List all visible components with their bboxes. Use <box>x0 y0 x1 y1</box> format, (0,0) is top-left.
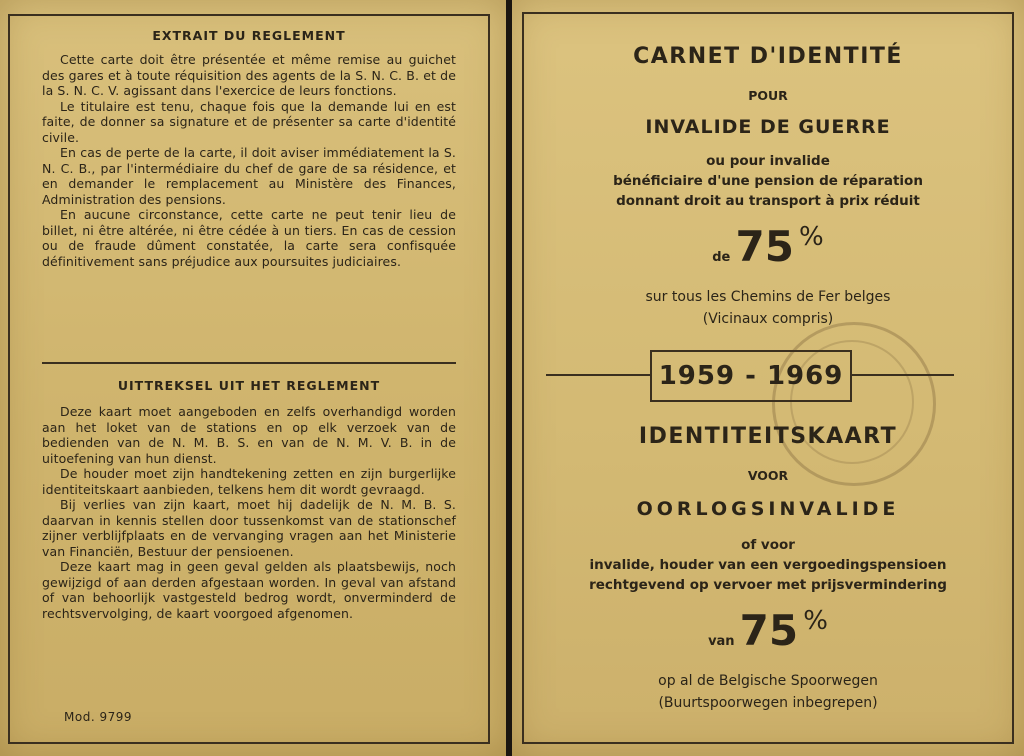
nl-van: van <box>708 634 735 649</box>
fr-rule-1: Cette carte doit être présentée et même remise au guichet des gares et à toute réquisition des agents de la S. N. C. B. et de la S. N. C. V. agissant dans l'exercice de leurs fonctions. <box>42 52 456 98</box>
nl-discount <box>540 606 996 655</box>
nl-card-title: IDENTITEITSKAART <box>638 424 898 449</box>
nl-desc-2: invalide, houder van een vergoedingspensioen <box>589 557 947 573</box>
nl-desc-1: of voor <box>741 537 795 553</box>
nl-percent-sign: % <box>803 606 828 636</box>
model-number: Mod. 9799 <box>64 710 132 724</box>
nl-percent-value: 75 <box>739 606 799 655</box>
nl-rail-line-2: (Buurtspoorwegen inbegrepen) <box>658 695 878 711</box>
nl-rule-2: De houder moet zijn handtekening zetten en zijn burgerlijke identiteitskaart aanbieden, telkens hem dit wordt gevraagd. <box>42 466 456 497</box>
nl-voor: VOOR <box>747 468 789 483</box>
nl-rule-3: Bij verlies van zijn kaart, moet hij dadelijk de N. M. B. S. daarvan in kennis stellen door tussenkomst van de stationschef zijner verblijfplaats en de vervanging vragen aan het Ministerie van Financiën, Bestuur der pensioenen. <box>42 497 456 559</box>
fr-rule-3: En cas de perte de la carte, il doit aviser immédiatement la S. N. C. B., par l'intermédiaire du chef de gare de sa résidence, et en demander le remplacement au Ministère des Finances, Administration des pensions. <box>42 145 456 207</box>
fr-rules-heading: EXTRAIT DU REGLEMENT <box>152 28 346 43</box>
fr-rail-line-2: (Vicinaux compris) <box>702 311 834 327</box>
nl-subject: OORLOGSINVALIDE <box>636 498 900 520</box>
fr-rule-2: Le titulaire est tenu, chaque fois que la demande lui en est faite, de donner sa signature et de présenter sa carte d'identité civile. <box>42 98 456 145</box>
fr-desc-3: donnant droit au transport à prix réduit <box>616 193 920 209</box>
nl-rule-1: Deze kaart moet aangeboden en zelfs overhandigd worden aan het loket van de stations en op elk verzoek van de bedienden van de N. M. B. S. en van de N. M. V. B. in de uitoefening van hun dienst. <box>42 404 456 466</box>
fr-percent-sign: % <box>799 222 824 252</box>
validity-years: 1959 - 1969 <box>650 350 852 402</box>
fr-desc-1: ou pour invalide <box>706 153 830 169</box>
fr-pour: POUR <box>748 88 788 103</box>
fr-de: de <box>712 250 731 265</box>
fr-percent-value: 75 <box>735 222 794 271</box>
fr-desc-2: bénéficiaire d'une pension de réparation <box>613 173 923 189</box>
fr-discount <box>540 222 996 271</box>
nl-rail-line-1: op al de Belgische Spoorwegen <box>658 673 878 689</box>
fr-card-title: CARNET D'IDENTITÉ <box>633 44 903 69</box>
fr-rule-4: En aucune circonstance, cette carte ne peut tenir lieu de billet, ni être altérée, ni être cédée à un tiers. En cas de cession ou de fraude dûment constatée, la carte sera confisquée définitivement sans préjudice aux poursuites judiciaires. <box>42 207 456 269</box>
years-rule-left <box>546 374 650 376</box>
nl-desc-3: rechtgevend op vervoer met prijsvermindering <box>589 577 947 593</box>
fr-rail-line-1: sur tous les Chemins de Fer belges <box>645 289 891 305</box>
left-divider <box>42 362 456 364</box>
fr-subject: INVALIDE DE GUERRE <box>645 116 891 138</box>
nl-rule-4: Deze kaart mag in geen geval gelden als plaatsbewijs, noch gewijzigd of aan derden afgestaan worden. In geval van afstand of van behoorlijk vastgesteld bedrog wordt, onverminderd de rechtsvervolging, de kaart voorgoed afgenomen. <box>42 559 456 621</box>
fr-rules-text <box>42 52 456 269</box>
nl-rules-text <box>42 404 456 621</box>
years-rule-right <box>850 374 954 376</box>
nl-rules-heading: UITTREKSEL UIT HET REGLEMENT <box>117 378 381 393</box>
